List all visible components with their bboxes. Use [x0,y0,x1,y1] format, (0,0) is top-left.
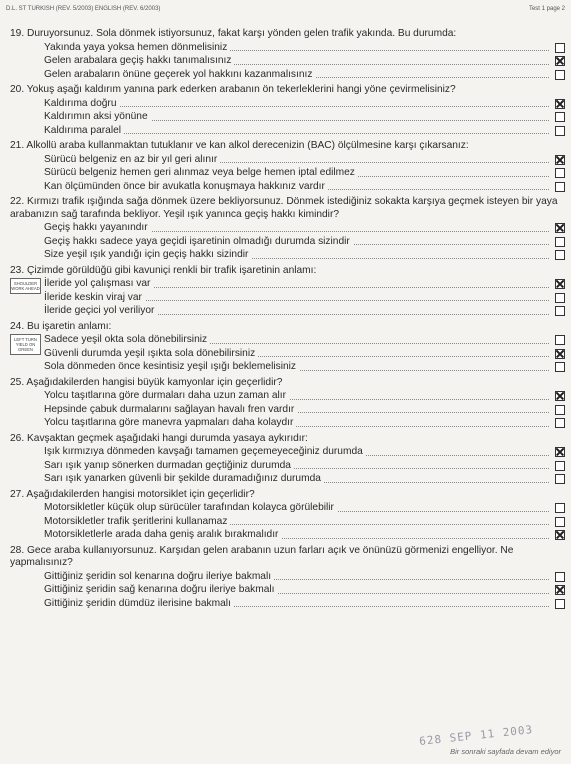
answer-label: Size yeşil ışık yandığı için geçiş hakkı sizindir [44,249,251,260]
answer-label: Kaldırımın aksi yönüne [44,111,151,122]
checkbox[interactable] [555,237,565,247]
answer-label: Yakında yaya yoksa hemen dönmelisiniz [44,42,230,53]
question-block [8,545,567,611]
checkbox[interactable] [555,599,565,609]
page-header [6,6,565,16]
checkbox[interactable] [555,112,565,122]
answer-option[interactable] [8,248,567,262]
answer-option[interactable] [8,277,567,291]
answer-options [8,445,567,486]
question-block [8,265,567,318]
answer-label: Kaldırıma doğru [44,98,119,109]
checkbox[interactable] [555,405,565,415]
checkbox[interactable] [555,418,565,428]
checked-checkbox[interactable] [555,349,565,359]
answer-option[interactable] [8,501,567,515]
answer-option[interactable] [8,445,567,459]
question-block [8,489,567,542]
answer-option[interactable] [8,221,567,235]
question-text: 27. Aşağıdakilerden hangisi motorsiklet için geçerlidir? [10,488,255,500]
answer-option[interactable] [8,97,567,111]
checked-checkbox[interactable] [555,530,565,540]
question-block [8,84,567,137]
question-block [8,321,567,374]
question-block [8,28,567,81]
answer-option[interactable] [8,68,567,82]
answer-options [8,153,567,194]
checked-checkbox[interactable] [555,223,565,233]
question-block [8,196,567,262]
answer-option[interactable] [8,528,567,542]
question-text: 19. Duruyorsunuz. Sola dönmek istiyorsunuz, fakat karşı yönden gelen trafik yakında. Bu durumda: [10,28,457,39]
answer-label: İleride keskin viraj var [44,292,145,303]
answer-options [8,221,567,262]
answer-options [8,389,567,430]
answer-option[interactable] [8,389,567,403]
answer-label: Sarı ışık yanıp sönerken durmadan geçtiğiniz durumda [44,460,294,471]
answer-option[interactable] [8,333,567,347]
question-text: 25. Aşağıdakilerden hangisi büyük kamyonlar için geçerlidir? [10,376,283,388]
answer-label: Motorsikletler trafik şeritlerini kullanamaz [44,516,230,527]
answer-option[interactable] [8,110,567,124]
answer-label: Işık kırmızıya dönmeden kavşağı tamamen geçemeyeceğiniz durumda [44,446,366,457]
checked-checkbox[interactable] [555,155,565,165]
road-sign-image: SHOULDER WORK AHEAD [10,278,41,294]
checkbox[interactable] [555,250,565,260]
answer-option[interactable] [8,153,567,167]
answer-label: Geçiş hakkı sadece yaya geçidi işaretinin olmadığı durumda sizindir [44,236,353,247]
checked-checkbox[interactable] [555,391,565,401]
question-text: 24. Bu işaretin anlamı: [10,320,112,332]
answer-label: Geçiş hakkı yayanındır [44,222,151,233]
checked-checkbox[interactable] [555,447,565,457]
answer-option[interactable] [8,41,567,55]
dot-leader [44,106,549,107]
answer-label: Sürücü belgeniz en az bir yıl geri alınır [44,154,220,165]
answer-label: Gittiğiniz şeridin sol kenarına doğru ileriye bakmalı [44,571,274,582]
answer-label: İleride geçici yol veriliyor [44,305,157,316]
answer-option[interactable] [8,459,567,473]
page-indicator: Test 1 page 2 [528,6,565,12]
answer-option[interactable] [8,304,567,318]
road-sign-image: LEFT TURN YIELD ON GREEN [10,334,41,355]
checkbox[interactable] [555,503,565,513]
answer-option[interactable] [8,347,567,361]
checked-checkbox[interactable] [555,279,565,289]
answer-option[interactable] [8,166,567,180]
answer-options [8,570,567,611]
question-text: 23. Çizimde görüldüğü gibi kavuniçi renkli bir trafik işaretinin anlamı: [10,264,317,276]
checkbox[interactable] [555,126,565,136]
question-block [8,140,567,193]
question-text: 21. Alkollü araba kullanmaktan tutuklanır ve kan alkol derecenizin (BAC) ölçülmesine karşı çıkarsanız: [10,140,469,151]
answer-options [8,333,567,374]
checked-checkbox[interactable] [555,99,565,109]
continue-note: Bir sonraki sayfada devam ediyor [450,747,561,756]
checkbox[interactable] [555,168,565,178]
answer-label: Kan ölçümünden önce bir avukatla konuşmaya hakkınız vardır [44,181,328,192]
checkbox[interactable] [555,474,565,484]
question-list [8,28,567,613]
checkbox[interactable] [555,306,565,316]
question-block [8,433,567,486]
answer-label: Sadece yeşil okta sola dönebilirsiniz [44,334,210,345]
answer-option[interactable] [8,54,567,68]
answer-label: Hepsinde çabuk durmalarını sağlayan havalı fren vardır [44,404,297,415]
question-text: 26. Kavşaktan geçmek aşağıdaki hangi durumda yasaya aykırıdır: [10,432,308,444]
answer-label: Sarı ışık yanarken güvenli bir şekilde duramadığınız durumda [44,473,324,484]
checkbox[interactable] [555,43,565,53]
question-text: 28. Gece araba kullanıyorsunuz. Karşıdan gelen arabanın uzun farları açık ve önünüzü görmenizi engelliyor. Ne yapmalısınız? [10,544,514,568]
answer-option[interactable] [8,416,567,430]
answer-options [8,41,567,82]
answer-label: İleride yol çalışması var [44,278,153,289]
checkbox[interactable] [555,70,565,80]
form-id: D.L. ST TURKISH (REV. 5/2003) ENGLISH (REV. 6/2003) [6,6,161,12]
answer-label: Kaldırıma paralel [44,125,124,136]
checkbox[interactable] [555,362,565,372]
answer-label: Sürücü belgeniz hemen geri alınmaz veya belge hemen iptal edilmez [44,167,358,178]
answer-options [8,97,567,138]
answer-label: Yolcu taşıtlarına göre manevra yapmaları daha kolaydır [44,417,296,428]
answer-option[interactable] [8,583,567,597]
answer-label: Motorsikletler küçük olup sürücüler tarafından kolayca görülebilir [44,502,337,513]
answer-option[interactable] [8,235,567,249]
answer-option[interactable] [8,403,567,417]
answer-label: Motorsikletlerle arada daha geniş aralık bırakmalıdır [44,529,281,540]
answer-options [8,277,567,318]
checkbox[interactable] [555,335,565,345]
checkbox[interactable] [555,517,565,527]
checkbox[interactable] [555,293,565,303]
answer-option[interactable] [8,291,567,305]
answer-option[interactable] [8,180,567,194]
checkbox[interactable] [555,461,565,471]
checked-checkbox[interactable] [555,585,565,595]
answer-option[interactable] [8,570,567,584]
answer-label: Yolcu taşıtlarına göre durmaları daha uzun zaman alır [44,390,289,401]
checkbox[interactable] [555,182,565,192]
answer-option[interactable] [8,597,567,611]
date-stamp: 628 SEP 11 2003 [418,723,534,748]
answer-label: Gittiğiniz şeridin dümdüz ilerisine bakmalı [44,598,234,609]
answer-label: Gelen arabalara geçiş hakkı tanımalısınız [44,55,234,66]
checked-checkbox[interactable] [555,56,565,66]
checkbox[interactable] [555,572,565,582]
answer-label: Gelen arabaların önüne geçerek yol hakkını kazanmalısınız [44,69,315,80]
answer-options [8,501,567,542]
answer-option[interactable] [8,124,567,138]
answer-option[interactable] [8,472,567,486]
question-text: 22. Kırmızı trafik ışığında sağa dönmek üzere bekliyorsunuz. Dönmek istediğiniz sokakta karşıya geçmek isteyen bir yaya arabanızın sağ tarafında bekliyor. Yeşil ışık yanınca geçiş hakkı kimindir? [10,196,558,220]
answer-label: Güvenli durumda yeşil ışıkta sola dönebilirsiniz [44,348,258,359]
answer-label: Gittiğiniz şeridin sağ kenarına doğru ileriye bakmalı [44,584,277,595]
question-block [8,377,567,430]
answer-label: Sola dönmeden önce kesintisiz yeşil ışığı beklemelisiniz [44,361,299,372]
answer-option[interactable] [8,515,567,529]
question-text: 20. Yokuş aşağı kaldırım yanına park ederken arabanın ön tekerleklerini hangi yöne çevirmelisiniz? [10,84,456,95]
answer-option[interactable] [8,360,567,374]
